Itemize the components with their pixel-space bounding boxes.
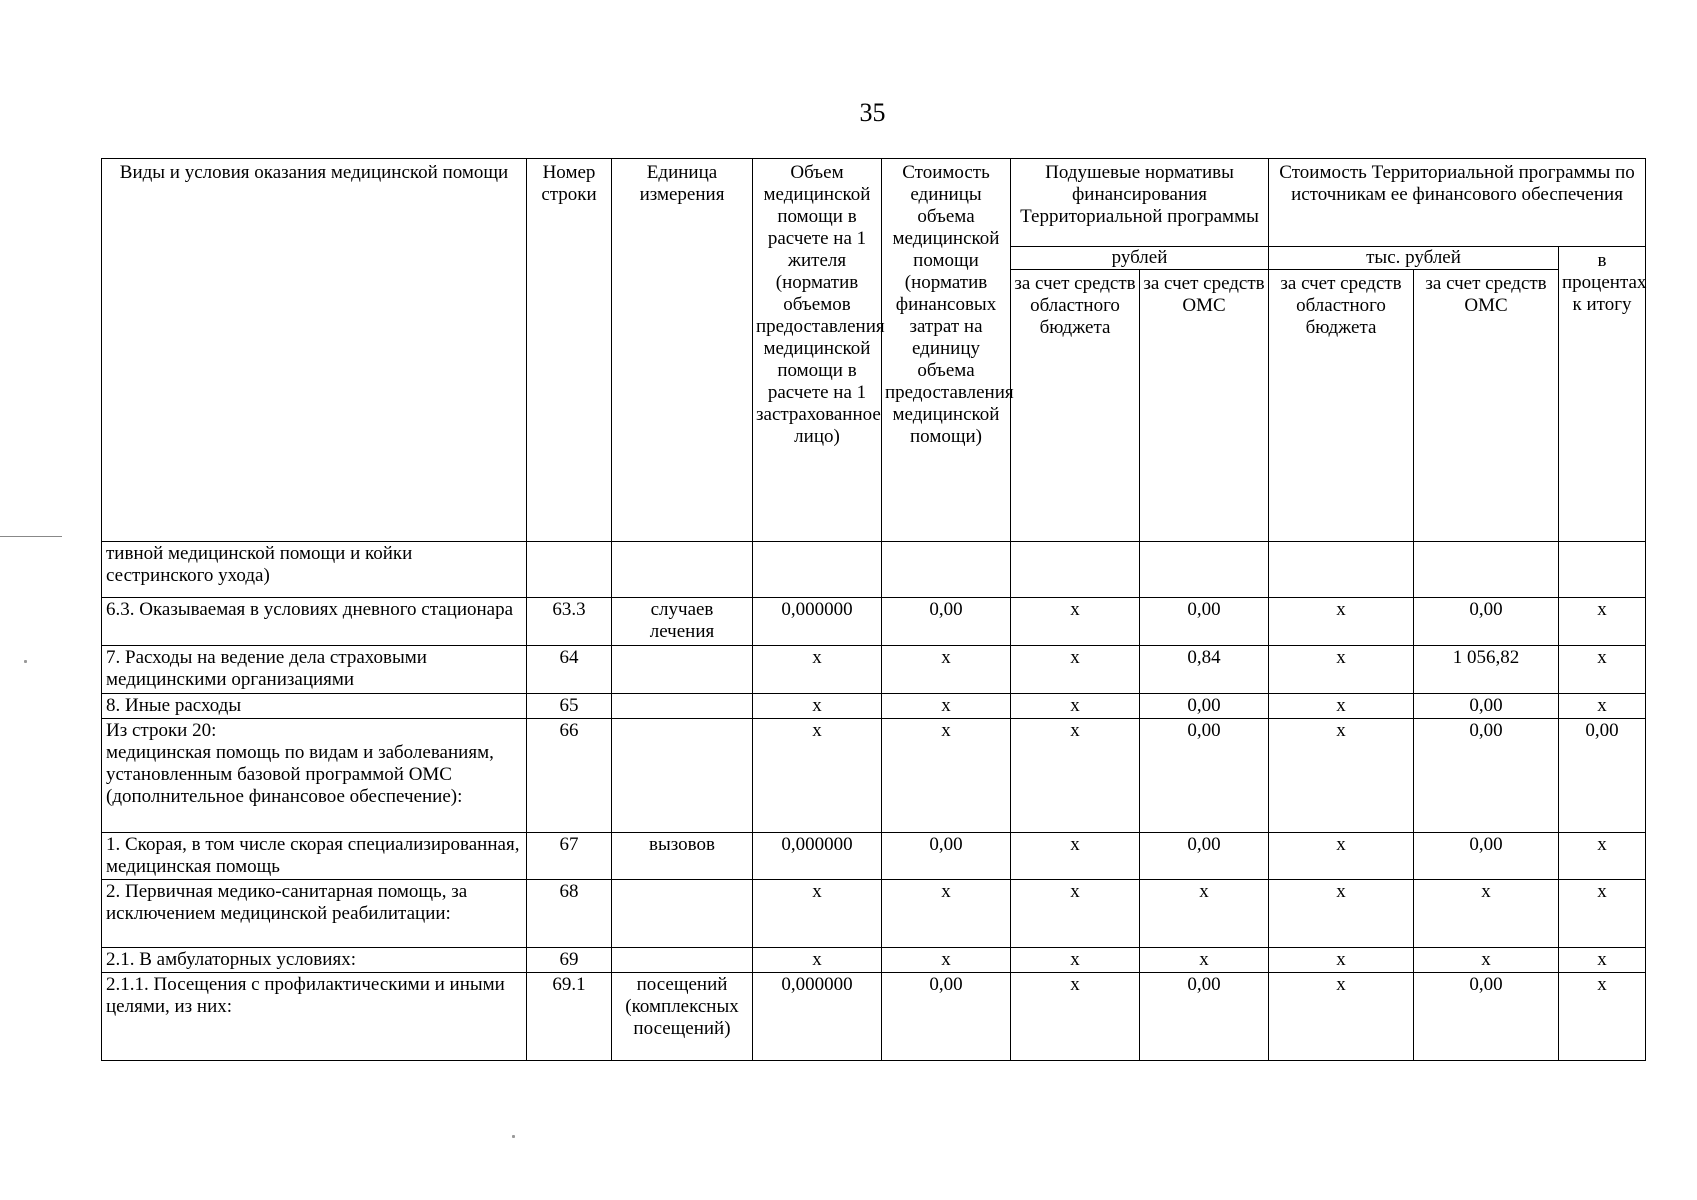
row-volume: х (753, 948, 882, 973)
row-volume: 0,000000 (753, 598, 882, 646)
row-unit: случаев лечения (612, 598, 753, 646)
financing-table (101, 158, 1646, 1061)
table-row (102, 973, 1646, 1061)
header-regional-budget: за счет средств областного бюджета (1011, 270, 1140, 542)
header-percent-of-total: в процентах к итогу (1559, 247, 1646, 542)
row-pc-budget: х (1011, 598, 1140, 646)
table-row (102, 880, 1646, 948)
row-name: 1. Скорая, в том числе скорая специализированная, медицинская помощь (102, 833, 527, 880)
row-percent: х (1559, 646, 1646, 694)
row-tc-budget: х (1269, 880, 1414, 948)
scan-artifact-dot (24, 660, 27, 663)
row-tc-budget: х (1269, 833, 1414, 880)
row-pc-budget: х (1011, 719, 1140, 833)
header-program-cost: Стоимость Территориальной программы по источникам ее финансового обеспечения (1269, 159, 1646, 247)
row-number: 67 (527, 833, 612, 880)
header-unit-cost: Стоимость единицы объема медицинской помощи (норматив финансовых затрат на единицу объема предоставления медицинской помощи) (882, 159, 1011, 542)
header-types-of-care: Виды и условия оказания медицинской помощи (102, 159, 527, 542)
row-name: 7. Расходы на ведение дела страховыми медицинскими организациями (102, 646, 527, 694)
row-tc-oms: х (1414, 880, 1559, 948)
row-tc-oms: 0,00 (1414, 694, 1559, 719)
row-tc-oms: 0,00 (1414, 719, 1559, 833)
row-tc-budget: х (1269, 646, 1414, 694)
row-pc-oms: х (1140, 948, 1269, 973)
table-row (102, 542, 1646, 598)
row-tc-oms: 1 056,82 (1414, 646, 1559, 694)
row-percent: 0,00 (1559, 719, 1646, 833)
row-tc-oms: 0,00 (1414, 833, 1559, 880)
row-pc-oms: 0,84 (1140, 646, 1269, 694)
row-tc-budget: х (1269, 694, 1414, 719)
row-name: 6.3. Оказываемая в условиях дневного стационара (102, 598, 527, 646)
row-number: 69.1 (527, 973, 612, 1061)
row-volume (753, 542, 882, 598)
row-percent: х (1559, 694, 1646, 719)
page-number: 35 (859, 98, 886, 127)
row-unit: вызовов (612, 833, 753, 880)
row-number: 68 (527, 880, 612, 948)
table-row (102, 598, 1646, 646)
header-regional-budget-thousand: за счет средств областного бюджета (1269, 270, 1414, 542)
row-tc-budget (1269, 542, 1414, 598)
row-pc-budget: х (1011, 880, 1140, 948)
row-cost: 0,00 (882, 833, 1011, 880)
row-pc-oms: 0,00 (1140, 833, 1269, 880)
row-name: 8. Иные расходы (102, 694, 527, 719)
row-tc-budget: х (1269, 948, 1414, 973)
row-tc-budget: х (1269, 598, 1414, 646)
row-volume: х (753, 719, 882, 833)
row-cost: х (882, 880, 1011, 948)
row-cost: х (882, 694, 1011, 719)
row-number: 66 (527, 719, 612, 833)
row-percent: х (1559, 833, 1646, 880)
row-name: Из строки 20: медицинская помощь по видам и заболеваниям, установленным базовой программой ОМС (дополнительное финансовое обеспечение): (102, 719, 527, 833)
row-volume: 0,000000 (753, 973, 882, 1061)
row-percent: х (1559, 948, 1646, 973)
row-tc-oms: 0,00 (1414, 598, 1559, 646)
row-unit: посещений (комплексных посещений) (612, 973, 753, 1061)
row-number (527, 542, 612, 598)
row-cost: 0,00 (882, 973, 1011, 1061)
header-per-capita-standards: Подушевые нормативы финансирования Территориальной программы (1011, 159, 1269, 247)
row-volume: х (753, 880, 882, 948)
scan-artifact-line (0, 536, 62, 537)
row-name: тивной медицинской помощи и койки сестринского ухода) (102, 542, 527, 598)
row-pc-oms: 0,00 (1140, 694, 1269, 719)
row-unit (612, 542, 753, 598)
table-row (102, 948, 1646, 973)
row-pc-budget: х (1011, 973, 1140, 1061)
row-pc-budget: х (1011, 948, 1140, 973)
header-row-number: Номер строки (527, 159, 612, 542)
row-name: 2.1. В амбулаторных условиях: (102, 948, 527, 973)
row-pc-budget (1011, 542, 1140, 598)
row-number: 65 (527, 694, 612, 719)
row-cost: х (882, 646, 1011, 694)
header-unit: Единица измерения (612, 159, 753, 542)
table-row (102, 694, 1646, 719)
row-name: 2.1.1. Посещения с профилактическими и иными целями, из них: (102, 973, 527, 1061)
row-volume: 0,000000 (753, 833, 882, 880)
row-unit (612, 880, 753, 948)
row-percent: х (1559, 973, 1646, 1061)
row-pc-oms: 0,00 (1140, 973, 1269, 1061)
row-unit (612, 646, 753, 694)
row-pc-oms: х (1140, 880, 1269, 948)
row-number: 64 (527, 646, 612, 694)
table-row (102, 719, 1646, 833)
row-cost: х (882, 719, 1011, 833)
row-tc-oms: 0,00 (1414, 973, 1559, 1061)
row-unit (612, 948, 753, 973)
row-percent: х (1559, 598, 1646, 646)
row-volume: х (753, 694, 882, 719)
row-cost (882, 542, 1011, 598)
row-name: 2. Первичная медико-санитарная помощь, за исключением медицинской реабилитации: (102, 880, 527, 948)
row-pc-budget: х (1011, 646, 1140, 694)
header-unit-rubles: рублей (1011, 247, 1269, 270)
header-oms-funds: за счет средств ОМС (1140, 270, 1269, 542)
row-cost: х (882, 948, 1011, 973)
row-tc-oms (1414, 542, 1559, 598)
row-number: 69 (527, 948, 612, 973)
row-cost: 0,00 (882, 598, 1011, 646)
scan-artifact-dot (512, 1135, 515, 1138)
header-unit-thousand-rubles: тыс. рублей (1269, 247, 1559, 270)
table-row (102, 833, 1646, 880)
row-percent (1559, 542, 1646, 598)
row-tc-oms: х (1414, 948, 1559, 973)
row-pc-budget: х (1011, 833, 1140, 880)
header-oms-funds-thousand: за счет средств ОМС (1414, 270, 1559, 542)
row-unit (612, 694, 753, 719)
header-volume-per-resident: Объем медицинской помощи в расчете на 1 жителя (норматив объемов предоставления медицинской помощи в расчете на 1 застрахованное лицо) (753, 159, 882, 542)
row-pc-oms: 0,00 (1140, 719, 1269, 833)
row-pc-budget: х (1011, 694, 1140, 719)
row-tc-budget: х (1269, 973, 1414, 1061)
row-pc-oms (1140, 542, 1269, 598)
row-pc-oms: 0,00 (1140, 598, 1269, 646)
row-volume: х (753, 646, 882, 694)
table-row (102, 646, 1646, 694)
row-tc-budget: х (1269, 719, 1414, 833)
row-number: 63.3 (527, 598, 612, 646)
row-percent: х (1559, 880, 1646, 948)
row-unit (612, 719, 753, 833)
